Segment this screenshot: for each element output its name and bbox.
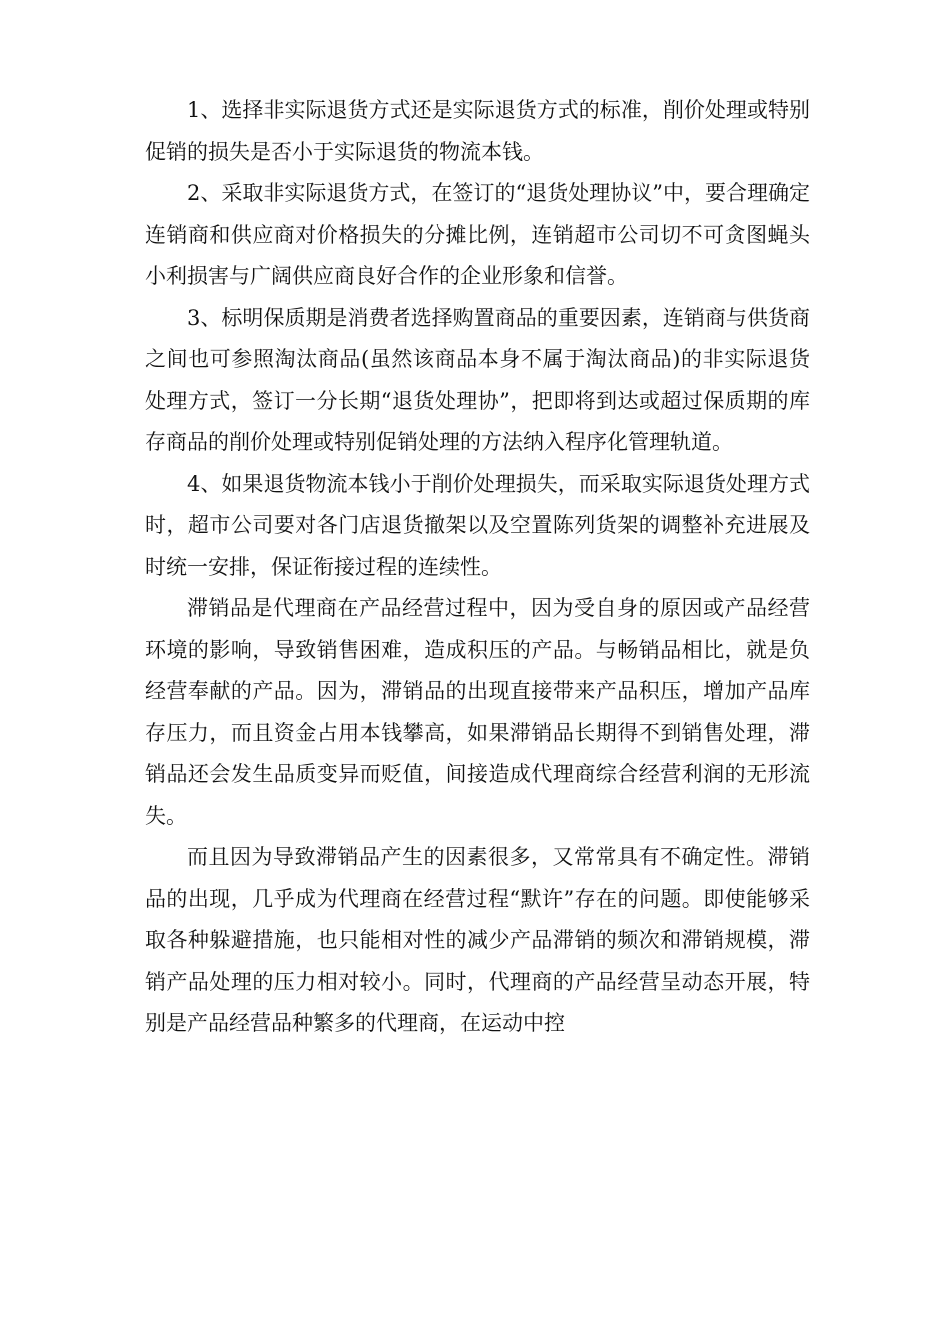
paragraph-slow-moving-goods: 滞销品是代理商在产品经营过程中，因为受自身的原因或产品经营环境的影响，导致销售困难，造成积压的产品。与畅销品相比，就是负经营奉献的产品。因为，滞销品的出现直接带来产品积压，增加产品库存压力，而且资金占用本钱攀高，如果滞销品长期得不到销售处理，滞销品还会发生品质变异而贬值，间接造成代理商综合经营利润的无形流失。 (145, 596, 810, 828)
paragraph-shelf-life: 3、标明保质期是消费者选择购置商品的重要因素，连销商与供货商之间也可参照淘汰商品(虽然该商品本身不属于淘汰商品)的非实际退货处理方式，签订一分长期“退货处理协”，把即将到达或超过保质期的库存商品的削价处理或特别促销处理的方法纳入程序化管理轨道。 (145, 305, 810, 454)
document-body (145, 90, 810, 1045)
paragraph-return-criteria: 1、选择非实际退货方式还是实际退货方式的标准，削价处理或特别促销的损失是否小于实际退货的物流本钱。 (145, 98, 810, 164)
paragraph-return-agreement: 2、采取非实际退货方式，在签订的“退货处理协议”中，要合理确定连销商和供应商对价格损失的分摊比例，连销超市公司切不可贪图蝇头小利损害与广阔供应商良好合作的企业形象和信誉。 (145, 181, 810, 288)
paragraph-uncertainty: 而且因为导致滞销品产生的因素很多，又常常具有不确定性。滞销品的出现，几乎成为代理商在经营过程“默许”存在的问题。即使能够采取各种躲避措施，也只能相对性的减少产品滞销的频次和滞销规模，滞销产品处理的压力相对较小。同时，代理商的产品经营呈动态开展，特别是产品经营品种繁多的代理商，在运动中控 (145, 845, 810, 1035)
paragraph-actual-return: 4、如果退货物流本钱小于削价处理损失，而采取实际退货处理方式时，超市公司要对各门店退货撤架以及空置陈列货架的调整补充进展及时统一安排，保证衔接过程的连续性。 (145, 471, 810, 579)
